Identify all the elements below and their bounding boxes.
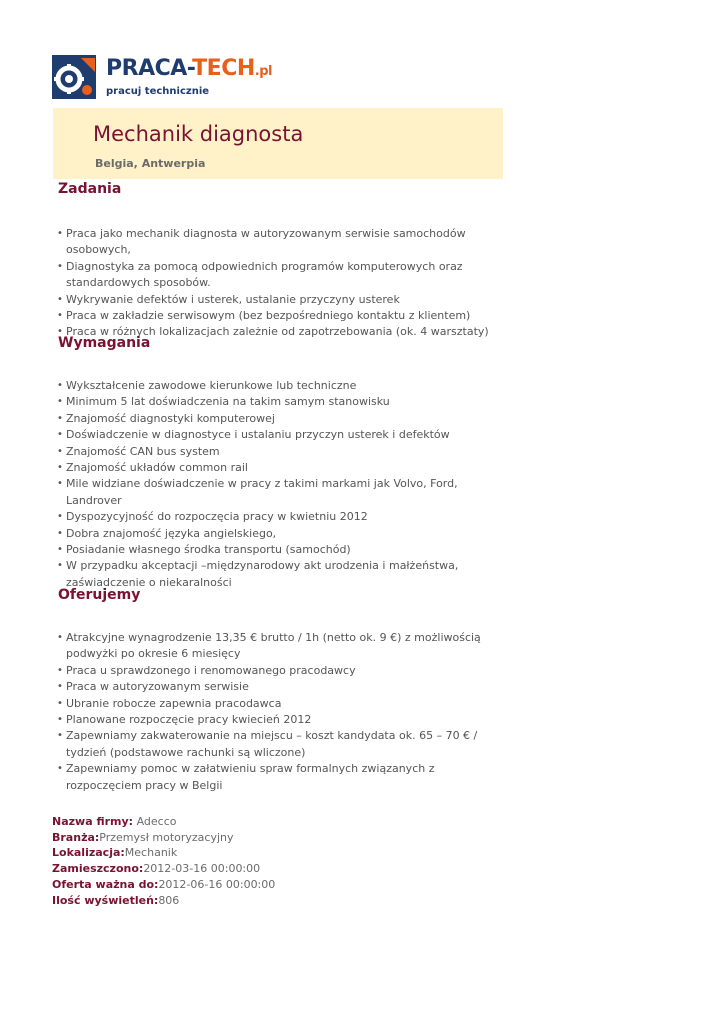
list-item: • Znajomość diagnostyki komputerowej [57, 411, 512, 427]
list-item: • Minimum 5 lat doświadczenia na takim samym stanowisku [57, 394, 512, 410]
list-item: • Posiadanie własnego środka transportu (samochód) [57, 542, 512, 558]
job-location: Belgia, Antwerpia [95, 157, 206, 170]
job-title: Mechanik diagnosta [93, 122, 304, 146]
section-heading-zadania: Zadania [58, 181, 122, 197]
list-item: • Wykrywanie defektów i usterek, ustalanie przyczyny usterek [57, 292, 512, 308]
section-heading-wymagania: Wymagania [58, 335, 151, 351]
list-item: • Znajomość CAN bus system [57, 444, 512, 460]
list-wymagania [57, 378, 512, 591]
list-item: • Planowane rozpoczęcie pracy kwiecień 2012 [57, 712, 512, 728]
list-item: • Dyspozycyjność do rozpoczęcia pracy w kwietniu 2012 [57, 509, 512, 525]
list-item: • Zapewniamy zakwaterowanie na miejscu – koszt kandydata ok. 65 – 70 € / tydzień (podstawowe rachunki są wliczone) [57, 728, 512, 761]
meta-company: Nazwa firmy: Adecco [52, 815, 177, 828]
list-item: • Dobra znajomość języka angielskiego, [57, 526, 512, 542]
meta-industry: Branża:Przemysł motoryzacyjny [52, 830, 234, 844]
meta-location: Lokalizacja:Mechanik [52, 846, 178, 860]
job-meta [52, 814, 275, 908]
meta-valid-until: Oferta ważna do:2012-06-16 00:00:00 [52, 877, 276, 891]
meta-views: Ilość wyświetleń:806 [52, 893, 180, 907]
list-item: • Ubranie robocze zapewnia pracodawca [57, 696, 512, 712]
list-item: • Praca w zakładzie serwisowym (bez bezpośredniego kontaktu z klientem) [57, 308, 512, 324]
logo-brand: PRACA-TECH.pl [106, 56, 272, 81]
job-header [53, 108, 503, 179]
gear-logo-icon [51, 54, 97, 100]
list-zadania [57, 226, 512, 341]
list-item: • Praca u sprawdzonego i renomowanego pracodawcy [57, 663, 512, 679]
list-item: • Wykształcenie zawodowe kierunkowe lub techniczne [57, 378, 512, 394]
list-item: • Zapewniamy pomoc w załatwieniu spraw formalnych związanych z rozpoczęciem pracy w Belgii [57, 761, 512, 794]
list-oferujemy [57, 630, 512, 794]
list-item: • Praca jako mechanik diagnosta w autoryzowanym serwisie samochodów osobowych, [57, 226, 512, 259]
list-item: • Mile widziane doświadczenie w pracy z takimi markami jak Volvo, Ford, Landrover [57, 476, 512, 509]
site-logo[interactable] [51, 54, 271, 100]
list-item: • Praca w różnych lokalizacjach zależnie od zapotrzebowania (ok. 4 warsztaty) [57, 324, 512, 340]
logo-tagline: pracuj technicznie [106, 86, 210, 97]
list-item: • Doświadczenie w diagnostyce i ustalaniu przyczyn usterek i defektów [57, 427, 512, 443]
list-item: • Praca w autoryzowanym serwisie [57, 679, 512, 695]
section-heading-oferujemy: Oferujemy [58, 587, 141, 603]
list-item: • Znajomość układów common rail [57, 460, 512, 476]
meta-posted: Zamieszczono:2012-03-16 00:00:00 [52, 862, 261, 876]
list-item: • W przypadku akceptacji –międzynarodowy akt urodzenia i małżeństwa, zaświadczenie o niekaralności [57, 558, 512, 591]
list-item: • Atrakcyjne wynagrodzenie 13,35 € brutto / 1h (netto ok. 9 €) z możliwością podwyżki po okresie 6 miesięcy [57, 630, 512, 663]
list-item: • Diagnostyka za pomocą odpowiednich programów komputerowych oraz standardowych sposobów. [57, 259, 512, 292]
